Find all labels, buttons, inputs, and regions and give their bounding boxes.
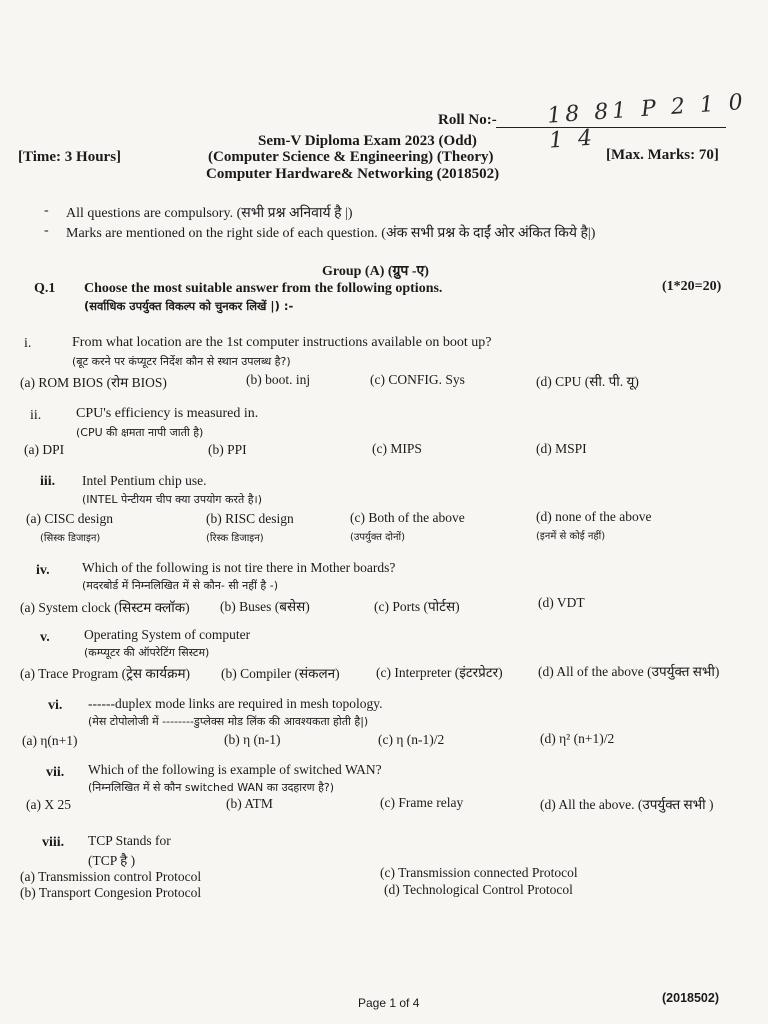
- option-a: (a) Trace Program (ट्रेस कार्यक्रम): [20, 666, 191, 681]
- option-d: (d) MSPI: [536, 441, 587, 456]
- question-number: ii.: [30, 408, 42, 423]
- question-hindi: (CPU की क्षमता नापी जाती है): [76, 426, 204, 439]
- roll-number-handwritten: 18 81 P 2 1 0 1 4: [546, 89, 748, 154]
- option-a: (a) ROM BIOS (रोम BIOS): [20, 375, 167, 390]
- option-c: (c) Interpreter (इंटरप्रेटर): [376, 665, 503, 680]
- question-number: vii.: [46, 765, 65, 780]
- question-text: Operating System of computer: [84, 627, 251, 642]
- option-a: (a) System clock (सिस्टम क्लॉक): [20, 600, 190, 615]
- option-a: (a) Transmission control Protocol: [20, 869, 202, 884]
- option-c: (c) Transmission connected Protocol: [380, 865, 578, 880]
- option-a-hindi: (सिस्क डिजाइन): [40, 533, 101, 544]
- question-text: Intel Pentium chip use.: [82, 473, 207, 488]
- option-b: (b) Buses (बसेस): [220, 599, 310, 614]
- question-number: viii.: [42, 835, 65, 850]
- instruction-bullet: -: [44, 223, 49, 238]
- question-number: v.: [40, 630, 50, 645]
- option-b: (b) RISC design: [206, 511, 294, 526]
- q1-hindi: (सर्वाधिक उपर्युक्त विकल्प को चुनकर लिखें |) :-: [84, 299, 294, 313]
- question-text: ------duplex mode links are required in mesh topology.: [88, 696, 383, 711]
- option-d: (d) η² (n+1)/2: [540, 731, 615, 746]
- option-b: (b) η (n-1): [224, 732, 281, 747]
- option-c: (c) η (n-1)/2: [378, 732, 445, 747]
- subject-title: Computer Hardware& Networking (2018502): [206, 166, 500, 182]
- option-d: (d) none of the above: [536, 509, 652, 524]
- option-b: (b) ATM: [226, 796, 273, 811]
- question-text: From what location are the 1st computer instructions available on boot up?: [72, 335, 492, 350]
- q1-number: Q.1: [34, 281, 56, 296]
- question-hindi: (मदरबोर्ड में निम्नलिखित में से कौन- सी नहीं है -): [82, 579, 279, 592]
- question-number: iv.: [36, 563, 50, 578]
- question-hindi: (कम्प्यूटर की ऑपरेटिंग सिस्टम): [84, 646, 210, 659]
- roll-label: Roll No:-: [438, 112, 497, 128]
- max-marks: [Max. Marks: 70]: [606, 147, 719, 163]
- option-c: (c) Both of the above: [350, 510, 465, 525]
- instruction-2: Marks are mentioned on the right side of each question. (अंक सभी प्रश्न के दाईं ओर अंकित किये है|): [66, 226, 596, 241]
- exam-branch: (Computer Science & Engineering) (Theory): [208, 149, 494, 165]
- question-hindi: (मेस टोपोलोजी में --------डुप्लेक्स मोड लिंक की आवश्यकता होती है|): [88, 715, 369, 728]
- option-b: (b) Transport Congesion Protocol: [20, 885, 202, 900]
- page-number: Page 1 of 4: [358, 996, 420, 1010]
- option-b: (b) Compiler (संकलन): [221, 666, 340, 681]
- instruction-bullet: -: [44, 203, 49, 218]
- option-a: (a) DPI: [24, 442, 65, 457]
- question-number: i.: [24, 336, 32, 351]
- option-c: (c) MIPS: [372, 441, 422, 456]
- option-c-hindi: (उपर्युक्त दोनों): [350, 532, 406, 543]
- question-text: CPU's efficiency is measured in.: [76, 406, 259, 421]
- instruction-1: All questions are compulsory. (सभी प्रश्न अनिवार्य है |): [66, 206, 353, 221]
- exam-time: [Time: 3 Hours]: [18, 149, 122, 165]
- option-b: (b) PPI: [208, 442, 247, 457]
- option-a: (a) CISC design: [26, 511, 113, 526]
- option-c: (c) Frame relay: [380, 795, 464, 810]
- group-heading: Group (A) (ग्रुप -ए): [322, 264, 429, 279]
- question-number: vi.: [48, 698, 63, 713]
- option-d: (d) Technological Control Protocol: [384, 882, 573, 897]
- question-hindi: (निम्नलिखित में से कौन switched WAN का उदहारण है?): [88, 781, 335, 794]
- option-d: (d) All the above. (उपर्युक्त सभी ): [540, 797, 714, 812]
- question-hindi: (INTEL पेन्टीयम चीप क्या उपयोग करते है।): [82, 493, 263, 506]
- option-d: (d) VDT: [538, 595, 585, 610]
- option-c: (c) CONFIG. Sys: [370, 372, 465, 387]
- question-text: Which of the following is not tire there in Mother boards?: [82, 560, 396, 575]
- question-text: Which of the following is example of switched WAN?: [88, 762, 382, 777]
- option-b: (b) boot. inj: [246, 372, 311, 387]
- question-text: TCP Stands for: [88, 833, 171, 848]
- question-hindi: (बूट करने पर कंप्यूटर निर्देश कौन से स्थान उपलब्ध है?): [72, 355, 291, 368]
- option-a: (a) X 25: [26, 797, 71, 812]
- option-c: (c) Ports (पोर्टस): [374, 599, 460, 614]
- q1-text: Choose the most suitable answer from the following options.: [84, 281, 443, 296]
- paper-code: (2018502): [662, 991, 719, 1005]
- question-hindi: (TCP है ): [88, 853, 136, 868]
- option-a: (a) η(n+1): [22, 733, 78, 748]
- question-number: iii.: [40, 474, 56, 489]
- option-d-hindi: (इनमें से कोई नहीं): [536, 531, 606, 542]
- option-d: (d) CPU (सी. पी. यू): [536, 374, 639, 389]
- option-d: (d) All of the above (उपर्युक्त सभी): [538, 664, 720, 679]
- exam-title: Sem-V Diploma Exam 2023 (Odd): [258, 133, 477, 149]
- option-b-hindi: (रिस्क डिजाइन): [206, 533, 264, 544]
- q1-marks: (1*20=20): [662, 279, 722, 294]
